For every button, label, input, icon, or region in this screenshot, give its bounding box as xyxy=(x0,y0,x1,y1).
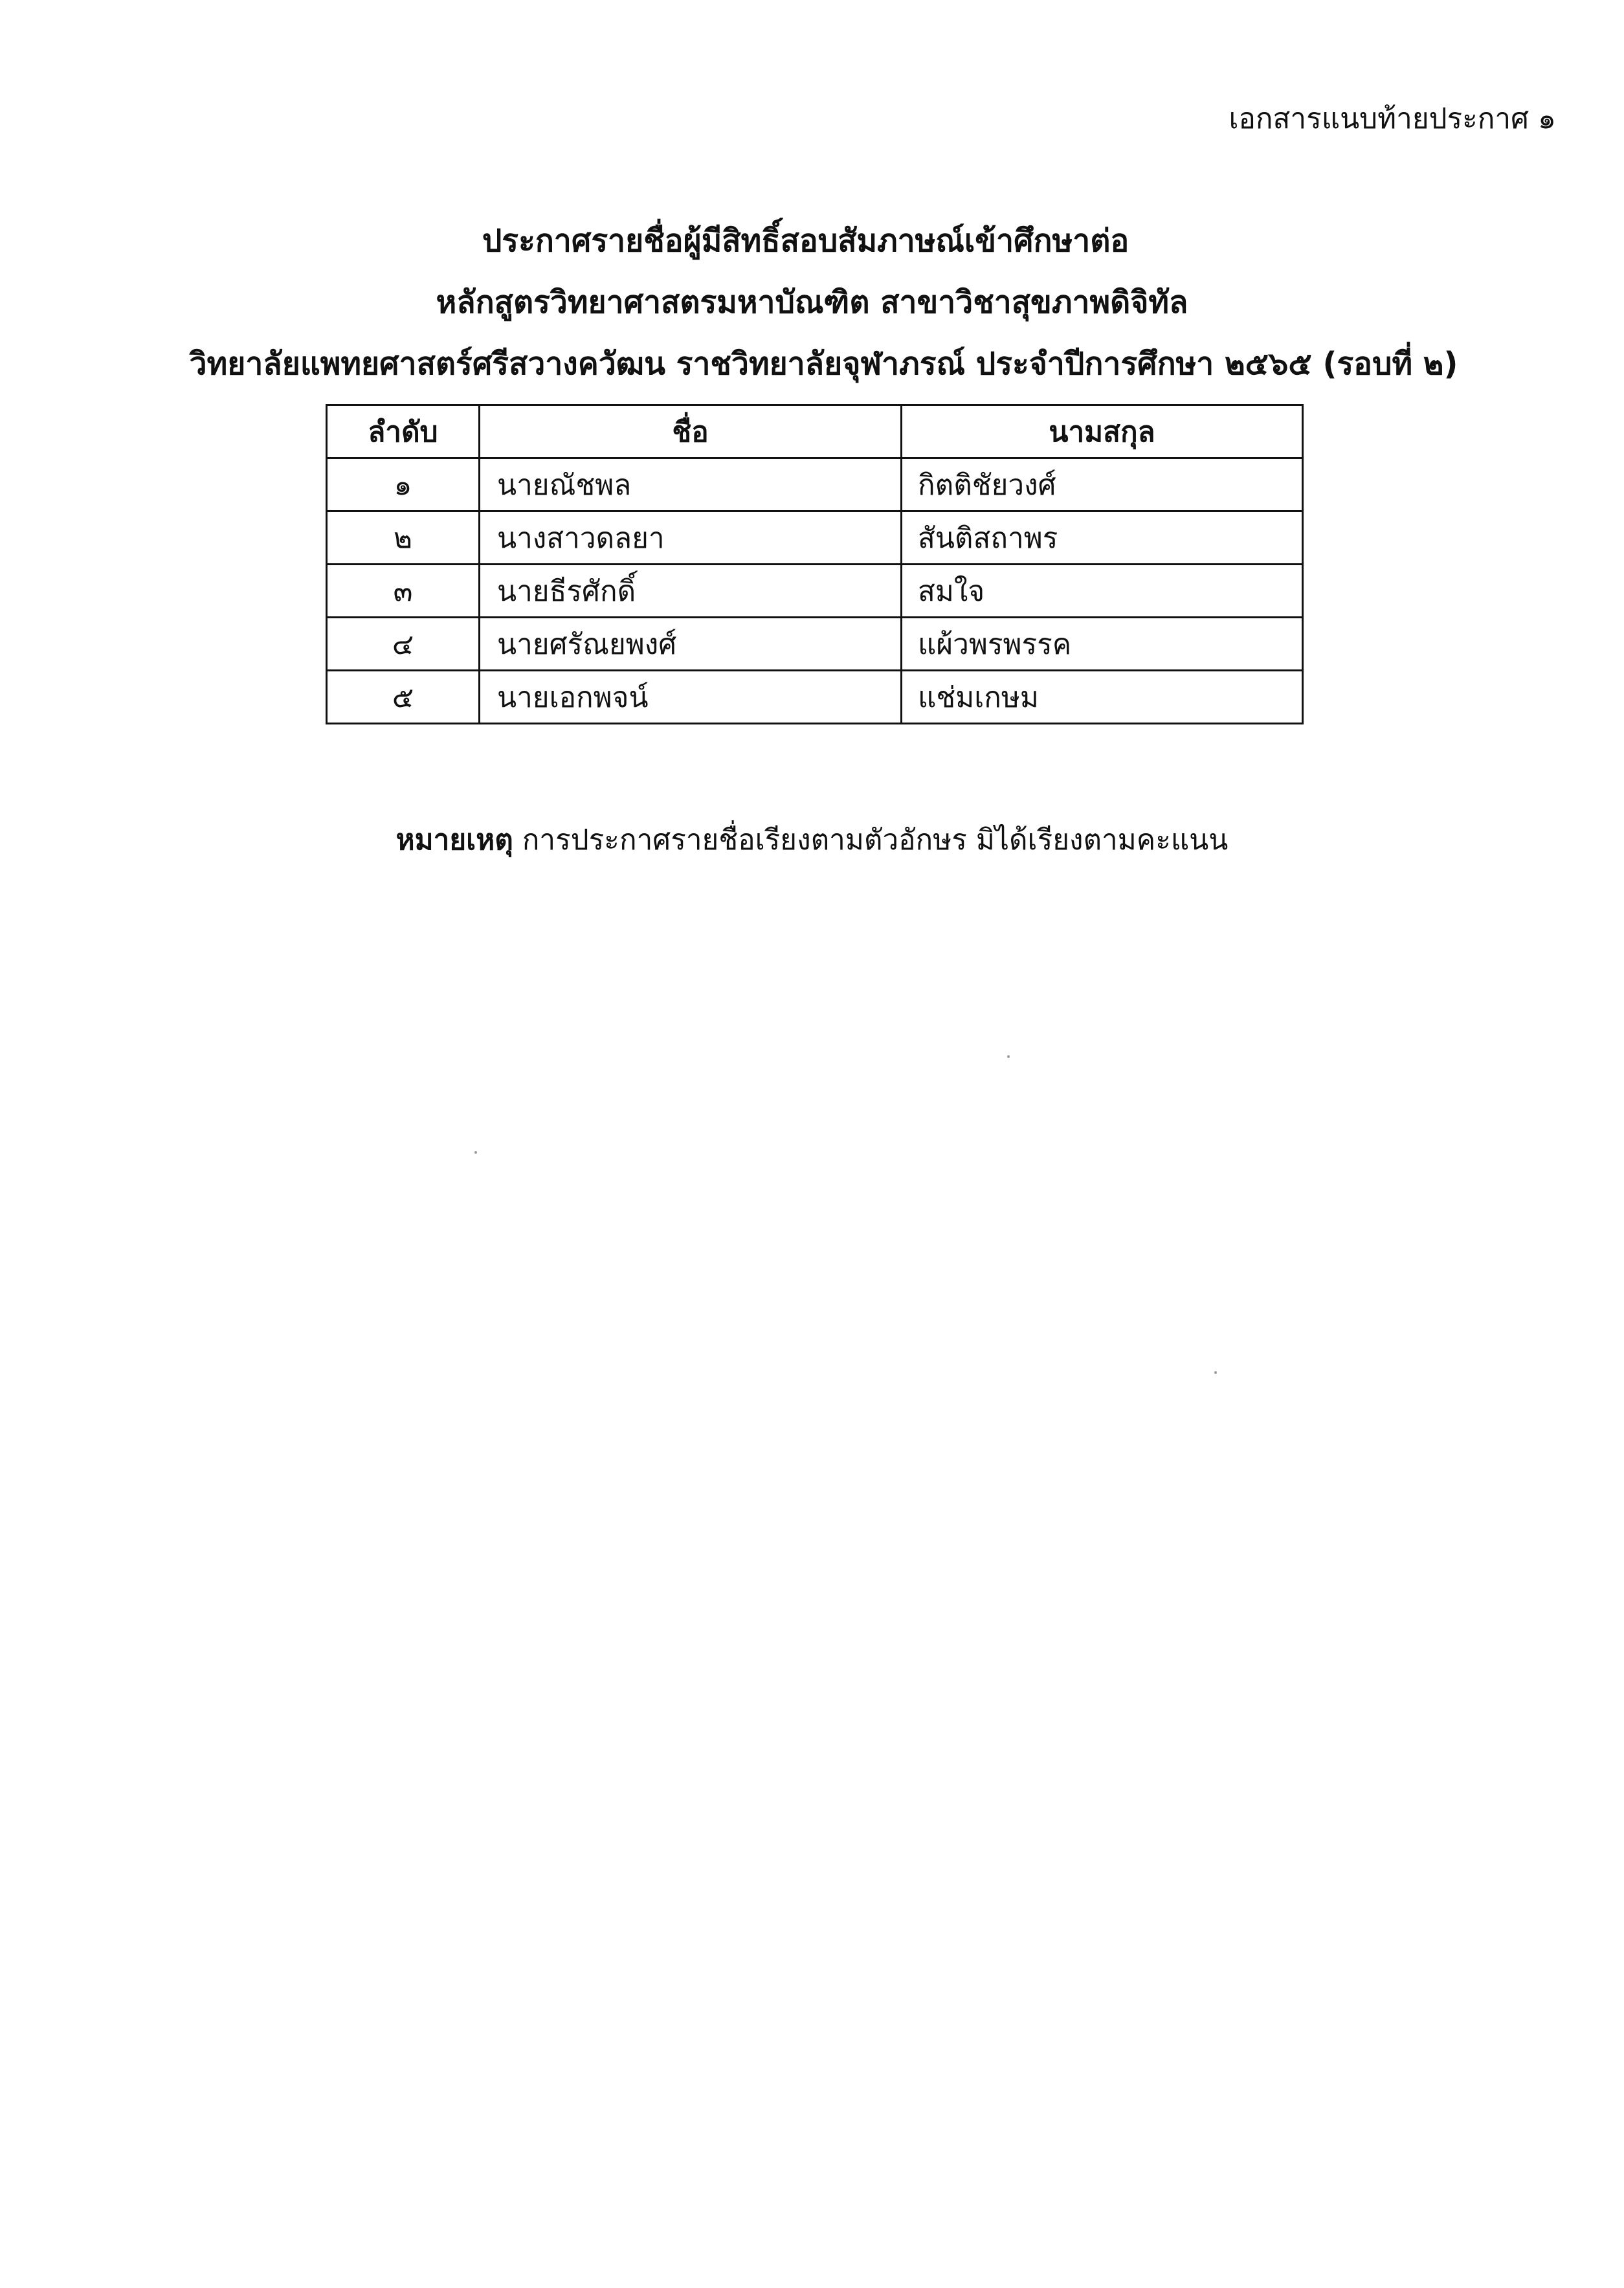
attachment-label: เอกสารแนบท้ายประกาศ ๑ xyxy=(1229,102,1556,135)
title-line-1: ประกาศรายชื่อผู้มีสิทธิ์สอบสัมภาษณ์เข้าศึกษาต่อ xyxy=(482,223,1129,259)
scan-speck xyxy=(1007,1055,1010,1058)
scan-speck xyxy=(474,1151,477,1154)
row-number: ๕ xyxy=(327,671,480,724)
table-row xyxy=(327,565,1303,618)
header-number: ลำดับ xyxy=(327,405,480,458)
row-surname: แผ้วพรพรรค xyxy=(902,618,1303,671)
row-name: นายณัชพล xyxy=(480,458,902,511)
row-name: นายศรัณยพงศ์ xyxy=(480,618,902,671)
row-number: ๔ xyxy=(327,618,480,671)
note-label: หมายเหตุ xyxy=(395,824,513,857)
row-number: ๒ xyxy=(327,511,480,565)
header-name: ชื่อ xyxy=(480,405,902,458)
title-line-2: หลักสูตรวิทยาศาสตรมหาบัณฑิต สาขาวิชาสุขภาพดิจิทัล xyxy=(436,284,1188,320)
title-line-3: วิทยาลัยแพทยศาสตร์ศรีสวางควัฒน ราชวิทยาลัยจุฬาภรณ์ ประจำปีการศึกษา ๒๕๖๕ (รอบที่ ๒) xyxy=(189,346,1458,382)
note xyxy=(0,817,1624,862)
table-row xyxy=(327,458,1303,511)
row-name: นายเอกพจน์ xyxy=(480,671,902,724)
row-name: นายธีรศักดิ์ xyxy=(480,565,902,618)
row-number: ๓ xyxy=(327,565,480,618)
table-row xyxy=(327,671,1303,724)
table-row xyxy=(327,511,1303,565)
row-surname: กิตติชัยวงศ์ xyxy=(902,458,1303,511)
row-name: นางสาวดลยา xyxy=(480,511,902,565)
row-surname: สันติสถาพร xyxy=(902,511,1303,565)
announcement-title xyxy=(0,210,1624,395)
candidate-table xyxy=(326,404,1304,724)
row-surname: สมใจ xyxy=(902,565,1303,618)
row-number: ๑ xyxy=(327,458,480,511)
note-text: การประกาศรายชื่อเรียงตามตัวอักษร มิได้เรียงตามคะแนน xyxy=(513,824,1229,857)
header-surname: นามสกุล xyxy=(902,405,1303,458)
table-header-row xyxy=(327,405,1303,458)
table-row xyxy=(327,618,1303,671)
row-surname: แช่มเกษม xyxy=(902,671,1303,724)
scan-speck xyxy=(1214,1371,1217,1374)
